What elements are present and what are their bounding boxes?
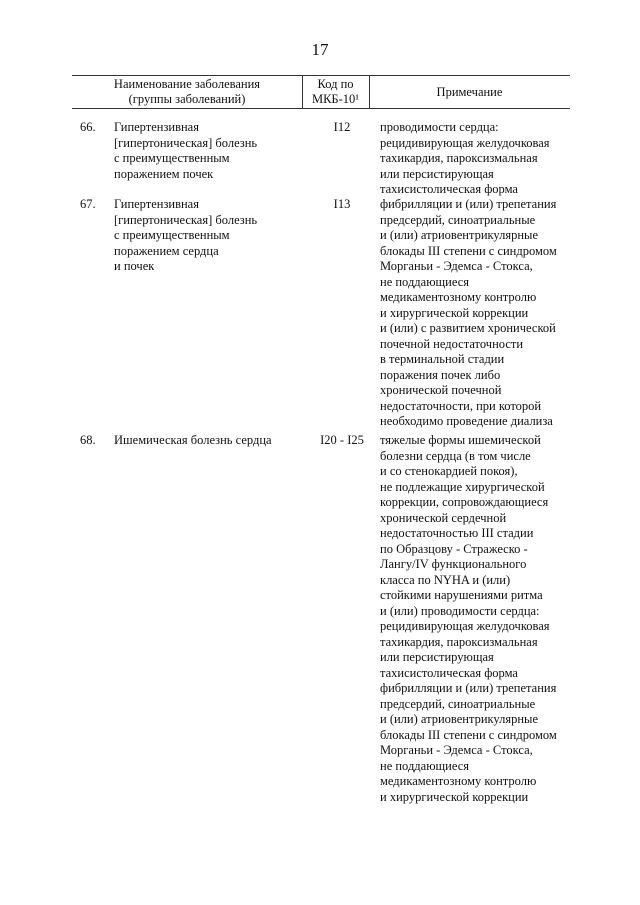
header-code-line: МКБ-10¹ [311, 92, 360, 106]
table-header-bottom-rule [72, 108, 570, 109]
header-name-line: (группы заболеваний) [128, 92, 246, 106]
header-disease-name [72, 77, 302, 107]
note-line: рецидивирующая желудочковая [380, 619, 550, 633]
note-line: недостаточности, при которой [380, 398, 542, 413]
row-icd-code: I12 [333, 120, 351, 134]
note-line: болезни сердца (в том числе [380, 448, 531, 463]
note-line: фибрилляции и (или) трепетания [380, 197, 557, 211]
note-line: или персистирующая [380, 650, 494, 664]
note-line: и (или) с развитием хронической [380, 321, 556, 335]
note-line: тахикардия, пароксизмальная [380, 151, 538, 165]
disease-name-line: поражением сердца [114, 243, 219, 258]
disease-name-line: Гипертензивная [114, 120, 199, 134]
row-number: 68. [80, 433, 96, 447]
row-note [380, 120, 580, 198]
note-line: предсердий, синоатриальные [380, 212, 536, 227]
note-line: недостаточностью III стадии [380, 526, 534, 540]
note-line: фибрилляции и (или) трепетания [380, 681, 557, 695]
note-line: или персистирующая [380, 166, 494, 181]
note-line: в терминальной стадии [380, 352, 505, 366]
row-icd-code: I13 [333, 197, 351, 211]
note-line: хронической почечной [380, 383, 502, 397]
row-number: 67. [80, 197, 96, 211]
note-line: предсердий, синоатриальные [380, 696, 536, 711]
note-line: тахисистолическая форма [380, 665, 518, 680]
note-line: Морганьи - Эдемса - Стокса, [380, 743, 533, 757]
row-note [380, 197, 580, 430]
note-line: тахисистолическая форма [380, 182, 518, 196]
table-header-top-rule [72, 75, 570, 76]
header-icd-code [302, 77, 369, 107]
note-line: и со стенокардией покоя), [380, 464, 518, 478]
row-icd-code: I20 - I25 [320, 433, 364, 447]
header-name-line: Наименование заболевания [113, 77, 261, 91]
disease-name-line: с преимущественным [114, 228, 230, 242]
note-line: не подлежащие хирургической [380, 479, 545, 494]
header-note: Примечание [436, 85, 503, 99]
disease-name-line: и почек [114, 259, 155, 273]
row-disease-name [114, 197, 314, 275]
disease-name-line: Гипертензивная [114, 197, 199, 211]
disease-name-line: Ишемическая болезнь сердца [114, 433, 272, 447]
disease-name-line: поражением почек [114, 166, 214, 181]
note-line: блокады III степени с синдромом [380, 727, 557, 742]
row-note [380, 433, 580, 805]
note-line: тахикардия, пароксизмальная [380, 634, 538, 649]
row-disease-name [114, 120, 314, 182]
note-line: поражения почек либо [380, 367, 501, 382]
note-line: по Образцову - Стражеско - [380, 541, 528, 556]
note-line: стойкими нарушениями ритма [380, 588, 543, 602]
note-line: почечной недостаточности [380, 336, 524, 351]
note-line: необходимо проведение диализа [380, 414, 553, 428]
row-disease-name [114, 433, 314, 449]
note-line: рецидивирующая желудочковая [380, 135, 550, 150]
note-line: тяжелые формы ишемической [380, 433, 541, 447]
row-number: 66. [80, 120, 96, 134]
note-line: Морганьи - Эдемса - Стокса, [380, 259, 533, 273]
disease-name-line: [гипертоническая] болезнь [114, 212, 258, 227]
note-line: Лангу/IV функционального [380, 557, 527, 571]
note-line: не поддающиеся [380, 758, 470, 773]
header-code-line: Код по [317, 77, 354, 91]
note-line: хронической сердечной [380, 510, 507, 525]
note-line: не поддающиеся [380, 274, 470, 289]
note-line: и (или) атриовентрикулярные [380, 712, 539, 726]
page-number: 17 [311, 40, 329, 59]
note-line: блокады III степени с синдромом [380, 243, 557, 258]
disease-name-line: [гипертоническая] болезнь [114, 135, 258, 150]
note-line: и (или) проводимости сердца: [380, 603, 540, 618]
note-line: класса по NYHA и (или) [380, 572, 511, 587]
note-line: и (или) атриовентрикулярные [380, 228, 539, 242]
note-line: и хирургической коррекции [380, 305, 529, 320]
note-line: медикаментозному контролю [380, 774, 537, 788]
note-line: и хирургической коррекции [380, 789, 529, 804]
disease-name-line: с преимущественным [114, 151, 230, 165]
note-line: коррекции, сопровождающиеся [380, 495, 549, 509]
note-line: медикаментозному контролю [380, 290, 537, 304]
note-line: проводимости сердца: [380, 120, 499, 134]
